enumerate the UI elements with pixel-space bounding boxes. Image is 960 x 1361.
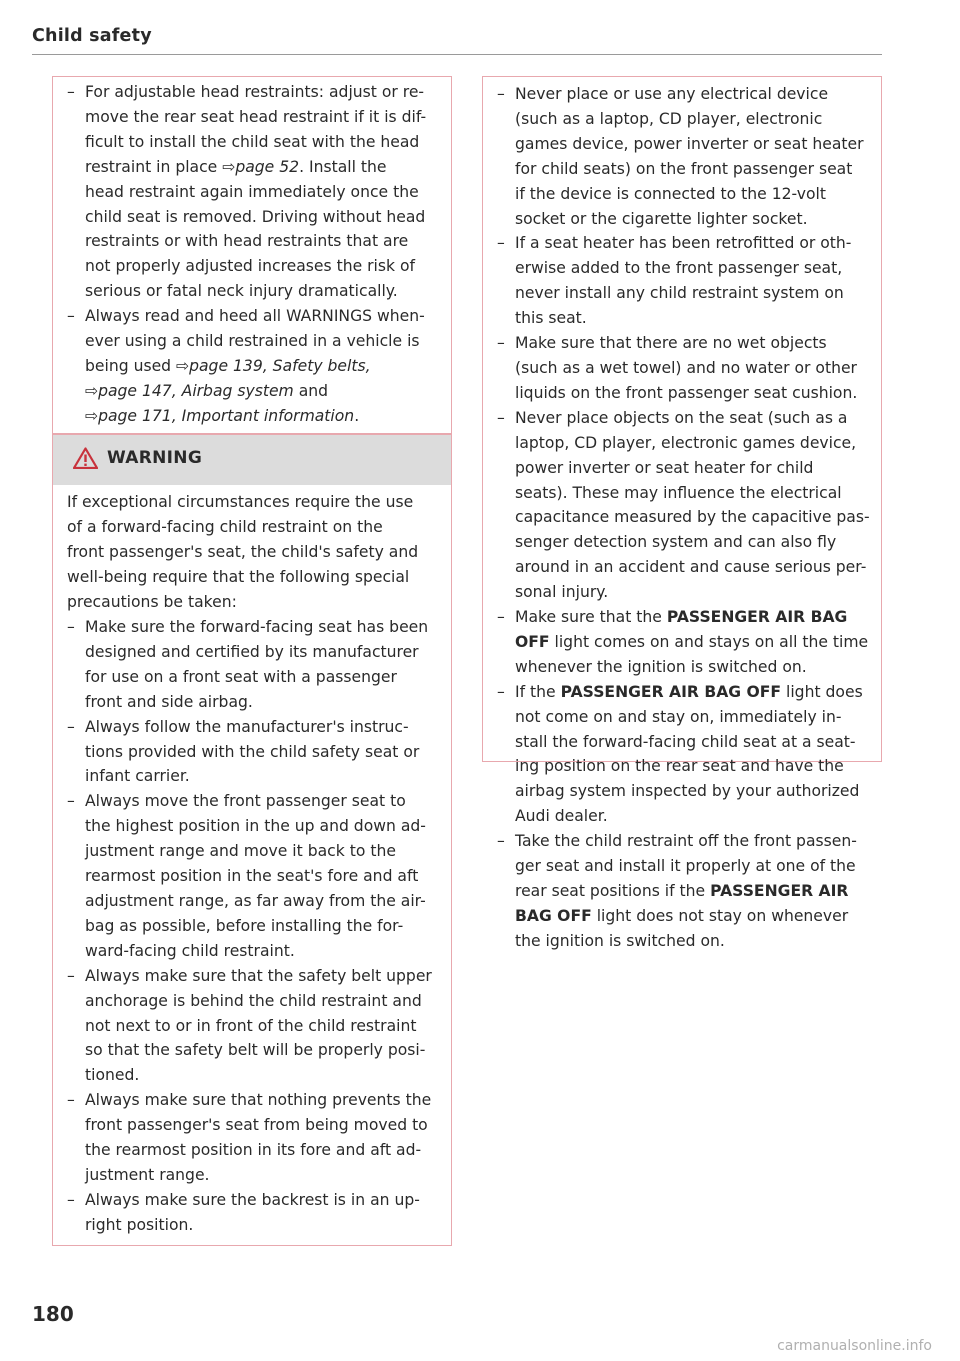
text-line: tions provided with the child safety seat or xyxy=(85,742,420,761)
text-line: (such as a laptop, CD player, electronic xyxy=(515,109,823,128)
text-line xyxy=(515,680,869,705)
list-item xyxy=(497,829,869,954)
text-segment: light does xyxy=(781,682,863,701)
text-line: the ignition is switched on. xyxy=(515,931,725,950)
text-line: ger seat and install it properly at one of the xyxy=(515,857,856,876)
text-line: justment range and move it back to the xyxy=(85,842,396,861)
bullet-dash: – xyxy=(67,618,75,636)
text-line: this seat. xyxy=(515,309,587,328)
list-item xyxy=(497,331,869,406)
list-item xyxy=(67,789,439,963)
bullet-dash: – xyxy=(497,682,505,701)
indicator-label: PASSENGER AIR BAG xyxy=(666,608,848,627)
warning-header xyxy=(53,435,451,485)
text-line: capacitance measured by the capacitive pas- xyxy=(515,508,870,527)
list-item xyxy=(67,615,439,715)
text-line: the rearmost position in its fore and aft ad- xyxy=(85,1141,422,1160)
text-line: move the rear seat head restraint if it is dif- xyxy=(85,107,427,126)
bullet-dash: – xyxy=(497,408,505,427)
text-line: laptop, CD player, electronic games device, xyxy=(515,433,857,452)
text-line: (such as a wet towel) and no water or other xyxy=(515,358,857,377)
text-line: Never place or use any electrical device xyxy=(515,85,829,103)
text-segment: light comes on and stays on all the time xyxy=(549,632,869,651)
notes-box-left xyxy=(52,76,452,434)
text-line: stall the forward-facing child seat at a seat- xyxy=(515,732,856,751)
text-line: ever using a child restrained in a vehicle is xyxy=(85,332,420,351)
text-line: Always read and heed all WARNINGS when- xyxy=(85,307,425,326)
list-item xyxy=(497,680,869,829)
text-segment: If the xyxy=(515,682,561,701)
indicator-label: PASSENGER AIR BAG OFF xyxy=(560,682,782,701)
text-line: Never place objects on the seat (such as a xyxy=(515,408,848,427)
text-line: not properly adjusted increases the risk of xyxy=(85,257,416,276)
page-reference[interactable]: ⇨page 147, Airbag system xyxy=(85,381,294,400)
text-line: Always make sure that nothing prevents the xyxy=(85,1091,432,1110)
indicator-label: PASSENGER AIR xyxy=(710,882,849,900)
text-line: ward-facing child restraint. xyxy=(85,941,295,960)
bullet-dash: – xyxy=(67,83,75,101)
text-segment: light does not stay on whenever xyxy=(591,906,849,925)
bullet-dash: – xyxy=(67,792,75,811)
text-line xyxy=(515,904,869,929)
bullet-dash: – xyxy=(497,334,505,353)
indicator-label: BAG OFF xyxy=(515,906,592,925)
text-line: senger detection system and can also fly xyxy=(515,533,837,552)
text-line: tioned. xyxy=(85,1066,140,1085)
warning-list xyxy=(67,615,439,1238)
text-line: child seat is removed. Driving without head xyxy=(85,207,426,226)
header-divider xyxy=(32,54,882,55)
text-line: not come on and stay on, immediately in- xyxy=(515,707,842,726)
bullet-dash: – xyxy=(497,234,505,253)
text-line: erwise added to the front passenger seat, xyxy=(515,259,843,278)
text-line: justment range. xyxy=(85,1165,210,1184)
list-item xyxy=(497,82,869,231)
page-reference[interactable]: ⇨page 139, Safety belts, xyxy=(176,356,371,375)
text-segment: Make sure that the xyxy=(515,608,667,627)
list-item xyxy=(67,715,439,790)
text-line: head restraint again immediately once the xyxy=(85,182,419,201)
text-line: Make sure that there are no wet objects xyxy=(515,334,827,353)
text-line: Always move the front passenger seat to xyxy=(85,792,406,811)
text-segment: . xyxy=(354,406,360,425)
warning-intro xyxy=(67,490,441,615)
warning-triangle-icon xyxy=(73,447,98,469)
text-segment: . Install the xyxy=(299,157,387,176)
text-segment: and xyxy=(293,381,329,400)
list-item xyxy=(67,1088,439,1188)
indicator-label: OFF xyxy=(515,632,550,651)
bullet-dash: – xyxy=(497,832,505,851)
bullet-dash: – xyxy=(67,717,75,736)
text-line xyxy=(85,379,439,404)
text-line: restraints or with head restraints that are xyxy=(85,232,409,251)
bullet-dash: – xyxy=(67,1190,75,1209)
text-segment: being used xyxy=(85,356,177,375)
list-item xyxy=(67,964,439,1089)
text-segment: restraint in place xyxy=(85,157,223,176)
text-line: bag as possible, before installing the for- xyxy=(85,916,404,935)
page-header-title: Child safety xyxy=(32,26,152,46)
text-segment: rear seat positions if the xyxy=(515,882,711,900)
text-line: front passenger's seat from being moved to xyxy=(85,1116,428,1135)
list-item xyxy=(67,1188,439,1238)
page-reference[interactable]: ⇨page 171, Important information xyxy=(85,406,355,425)
text-line: sonal injury. xyxy=(515,583,609,602)
text-line: rearmost position in the seat's fore and aft xyxy=(85,867,419,886)
list-item xyxy=(497,605,869,680)
text-line: the highest position in the up and down ad- xyxy=(85,817,426,836)
list-item xyxy=(497,231,869,331)
text-line xyxy=(85,354,439,379)
bullet-dash: – xyxy=(497,85,505,103)
bullet-dash: – xyxy=(497,608,505,627)
text-line: ficult to install the child seat with the head xyxy=(85,132,420,151)
bullet-dash: – xyxy=(67,1091,75,1110)
text-line: precautions be taken: xyxy=(67,592,237,611)
text-line: seats). These may influence the electrical xyxy=(515,483,842,502)
text-line xyxy=(515,605,869,630)
notes-list-right xyxy=(497,82,869,954)
text-line: front passenger's seat, the child's safety and xyxy=(67,542,419,561)
text-line: Make sure the forward-facing seat has been xyxy=(85,618,429,636)
text-line: if the device is connected to the 12-volt xyxy=(515,184,826,203)
bullet-dash: – xyxy=(67,307,75,326)
text-line: Audi dealer. xyxy=(515,807,608,826)
page-reference[interactable]: ⇨page 52 xyxy=(222,157,300,176)
text-line xyxy=(85,155,439,180)
text-line: ing position on the rear seat and have the xyxy=(515,757,844,776)
text-line: games device, power inverter or seat heater xyxy=(515,134,864,153)
text-line: If exceptional circumstances require the use xyxy=(67,493,414,511)
warning-title: WARNING xyxy=(107,448,203,468)
notes-list-left xyxy=(67,80,439,429)
text-line: power inverter or seat heater for child xyxy=(515,458,814,477)
text-line: Always make sure that the safety belt upper xyxy=(85,966,432,985)
text-line: Take the child restraint off the front passen- xyxy=(515,832,857,851)
text-line: anchorage is behind the child restraint and xyxy=(85,991,422,1010)
text-line: infant carrier. xyxy=(85,767,190,786)
text-line: so that the safety belt will be properly posi- xyxy=(85,1041,426,1060)
text-line xyxy=(515,630,869,655)
text-line xyxy=(515,879,869,904)
text-line: front and side airbag. xyxy=(85,692,253,711)
text-line: airbag system inspected by your authorized xyxy=(515,782,860,801)
warning-box xyxy=(52,434,452,1246)
text-line: well-being require that the following special xyxy=(67,567,410,586)
list-item xyxy=(67,304,439,429)
site-watermark: carmanualsonline.info xyxy=(777,1338,932,1354)
text-line: serious or fatal neck injury dramatically. xyxy=(85,282,398,301)
list-item xyxy=(497,406,869,605)
text-line: designed and certified by its manufacturer xyxy=(85,642,419,661)
bullet-dash: – xyxy=(67,966,75,985)
page-number: 180 xyxy=(32,1302,74,1326)
text-line: Always follow the manufacturer's instruc- xyxy=(85,717,409,736)
text-line: not next to or in front of the child restraint xyxy=(85,1016,417,1035)
text-line: whenever the ignition is switched on. xyxy=(515,657,807,676)
text-line: right position. xyxy=(85,1215,194,1234)
text-line: socket or the cigarette lighter socket. xyxy=(515,209,808,228)
text-line: adjustment range, as far away from the air- xyxy=(85,891,426,910)
text-line: around in an accident and cause serious per- xyxy=(515,558,867,577)
text-line: Always make sure the backrest is in an up- xyxy=(85,1190,420,1209)
text-line: For adjustable head restraints: adjust or re- xyxy=(85,83,425,101)
text-line xyxy=(85,404,439,429)
text-line: If a seat heater has been retrofitted or oth- xyxy=(515,234,852,253)
text-line: of a forward-facing child restraint on the xyxy=(67,517,383,536)
text-line: for child seats) on the front passenger seat xyxy=(515,159,853,178)
text-line: never install any child restraint system on xyxy=(515,284,844,303)
notes-box-right xyxy=(482,76,882,950)
list-item xyxy=(67,80,439,304)
text-line: for use on a front seat with a passenger xyxy=(85,667,397,686)
text-line: liquids on the front passenger seat cushion. xyxy=(515,383,858,402)
